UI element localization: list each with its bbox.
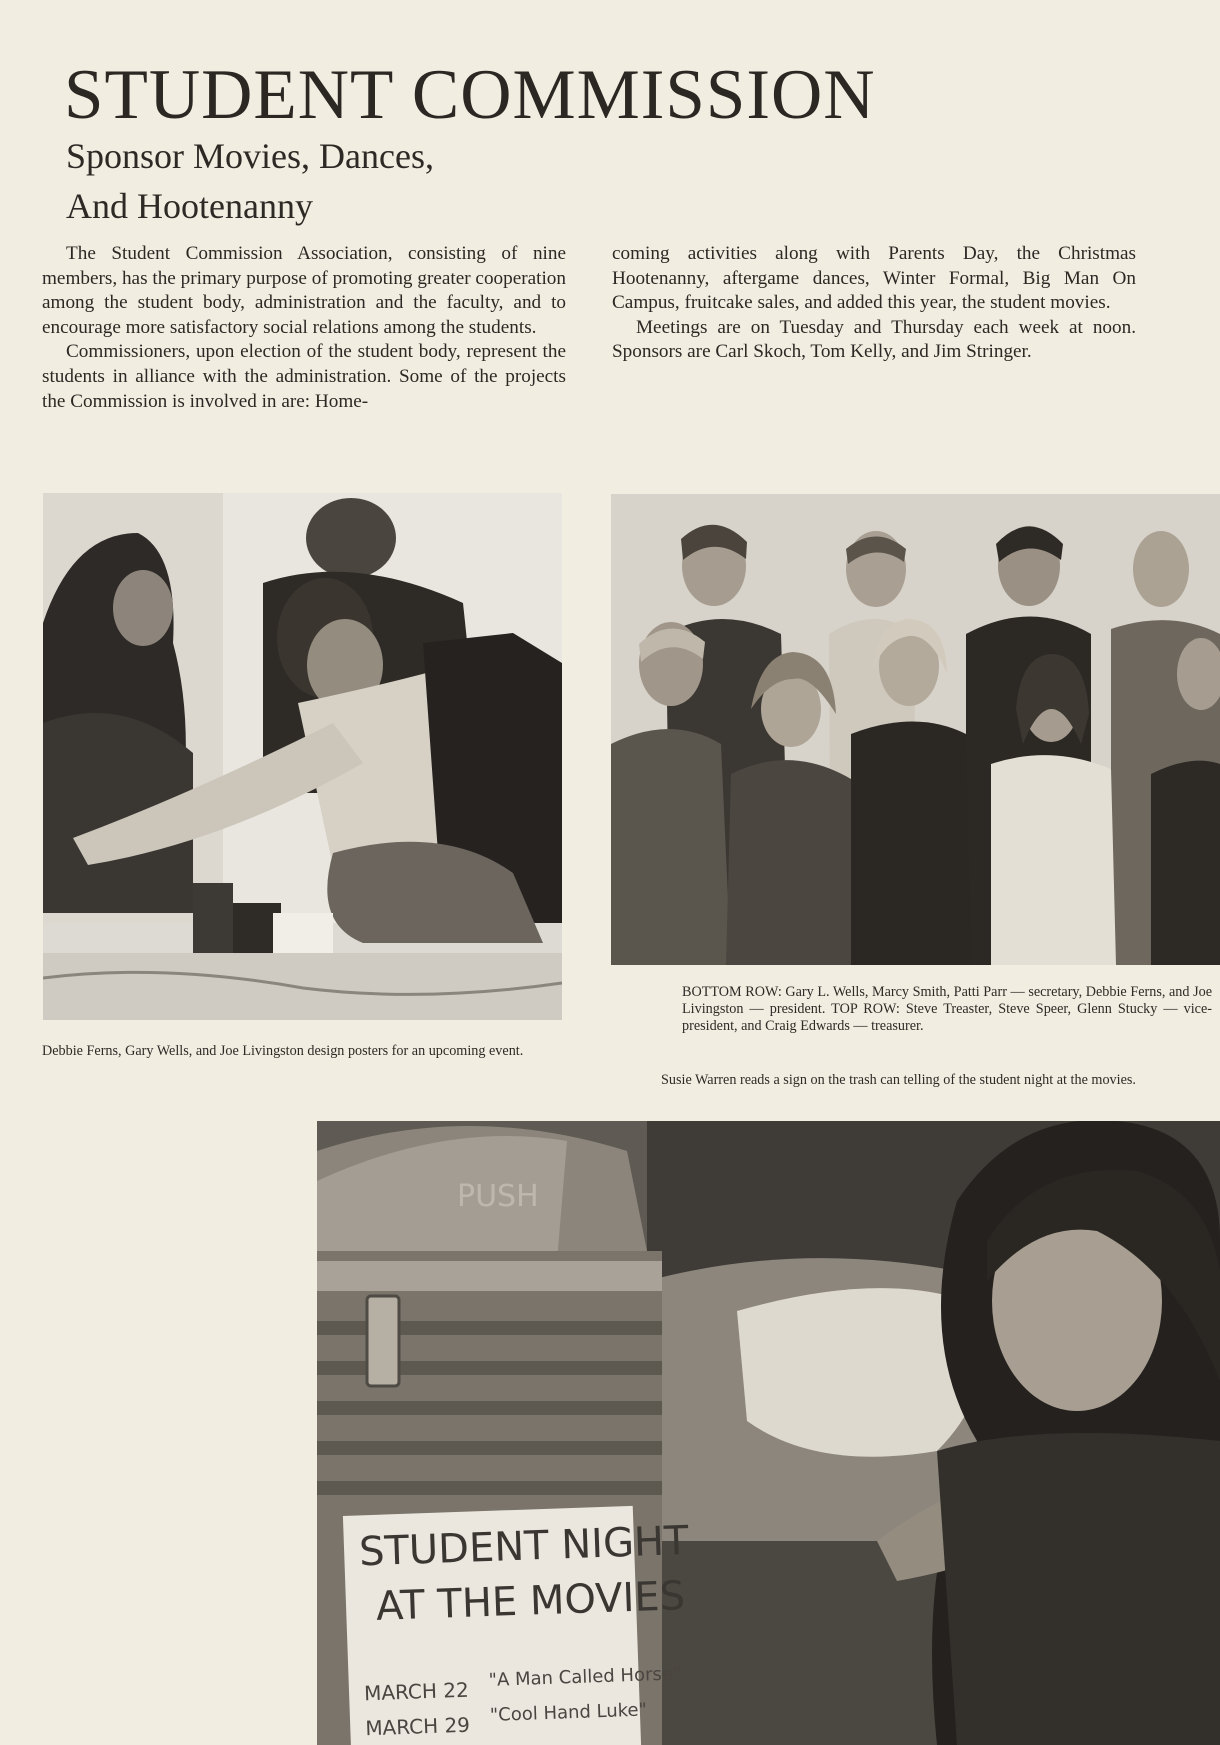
- body-column-right: [612, 242, 1136, 365]
- body-paragraph: coming activities along with Parents Day, the Christmas Hootenanny, aftergame dances, Winter Formal, Big Man On Campus, fruitcake sales, and added this year, the student movies.: [612, 243, 1136, 314]
- caption-trash-can: Susie Warren reads a sign on the trash can telling of the student night at the movies.: [661, 1072, 1136, 1088]
- photo-trash-can-sign: [317, 1121, 1220, 1745]
- body-paragraph: The Student Commission Association, consisting of nine members, has the primary purpose of promoting greater cooperation among the student body, administration and the faculty, and to encourage more satisfactory social relations among the students.: [42, 243, 566, 338]
- caption-poster-making: Debbie Ferns, Gary Wells, and Joe Livingston design posters for an upcoming event.: [42, 1043, 524, 1059]
- subtitle-line-1: Sponsor Movies, Dances,: [66, 136, 434, 176]
- subtitle-line-2: And Hootenanny: [66, 186, 313, 226]
- sign-line-1: STUDENT NIGHT: [358, 1517, 690, 1576]
- sign-film-1: "A Man Called Horse": [488, 1663, 682, 1691]
- body-paragraph: Commissioners, upon election of the student body, represent the students in alliance with the administration. Some of the projects the Commission is involved in are: Home-: [42, 341, 566, 412]
- sign-line-2: AT THE MOVIES: [375, 1573, 686, 1630]
- page-title: STUDENT COMMISSION: [64, 56, 876, 134]
- trash-lid-label: PUSH: [457, 1179, 539, 1214]
- sign-date-2: MARCH 29: [364, 1712, 471, 1741]
- caption-group-photo: BOTTOM ROW: Gary L. Wells, Marcy Smith, Patti Parr — secretary, Debbie Ferns, and Joe Livingston — president. TOP ROW: Steve Treaster, Steve Speer, Glenn Stucky — vice-president, and Craig Edwards — treasurer.: [682, 984, 1212, 1035]
- body-paragraph: Meetings are on Tuesday and Thursday each week at noon. Sponsors are Carl Skoch, Tom Kelly, and Jim Stringer.: [612, 316, 1136, 363]
- photo-poster-making: [43, 493, 562, 1020]
- sign-date-1: MARCH 22: [363, 1677, 470, 1706]
- photo-commission-group: [611, 494, 1220, 965]
- sign-film-2: "Cool Hand Luke": [489, 1699, 648, 1726]
- body-column-left: [42, 242, 566, 414]
